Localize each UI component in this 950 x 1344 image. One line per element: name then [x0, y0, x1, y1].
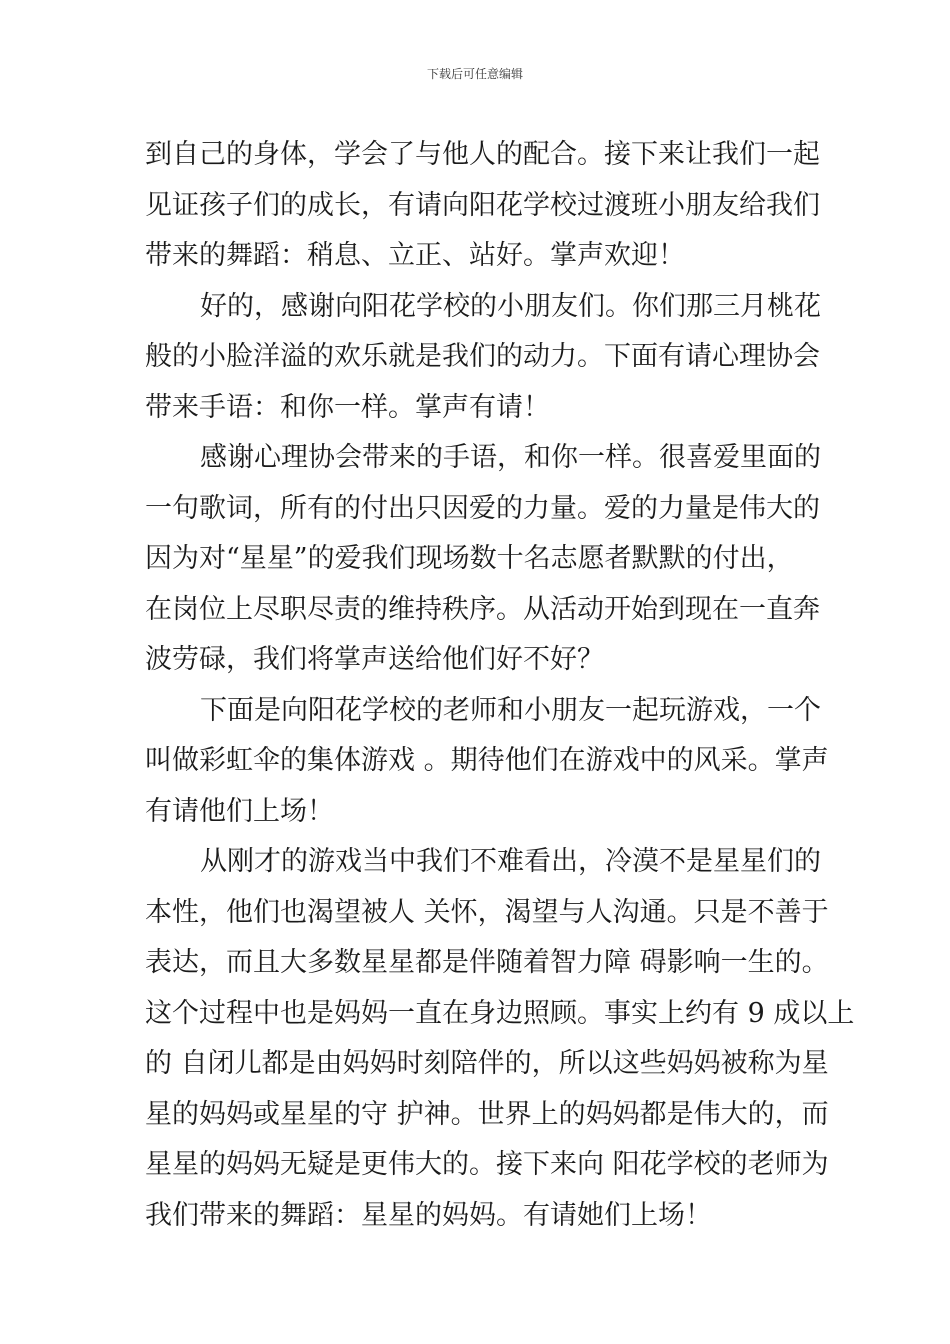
- text-line: 这个过程中也是妈妈一直在身边照顾。事实上约有 9 成以上: [145, 997, 855, 1029]
- text-line: 波劳碌，我们将掌声送给他们好不好？: [145, 644, 604, 675]
- text-line: 星星的妈妈无疑是更伟大的。接下来向 阳花学校的老师为: [145, 1149, 829, 1180]
- paragraph: [145, 433, 821, 686]
- paragraph: [145, 686, 829, 838]
- paragraph: [145, 837, 855, 1241]
- page-header: 下载后可任意编辑: [426, 67, 523, 81]
- paragraph: [145, 130, 820, 282]
- paragraph: [145, 282, 821, 434]
- text-line: 的 自闭儿都是由妈妈时刻陪伴的，所以这些妈妈被称为星: [145, 1048, 829, 1079]
- text-line: 感谢心理协会带来的手语，和你一样。很喜爱里面的: [200, 442, 821, 473]
- text-line: 从刚才的游戏当中我们不难看出，冷漠不是星星们的: [200, 846, 821, 877]
- text-line: 星的妈妈或星星的守 护神。世界上的妈妈都是伟大的，而: [145, 1098, 829, 1130]
- text-line: 到自己的身体，学会了与他人的配合。接下来让我们一起: [145, 139, 820, 170]
- text-line: 带来的舞蹈：稍息、立正、站好。掌声欢迎！: [145, 240, 685, 271]
- text-line: 本性，他们也渴望被人 关怀，渴望与人沟通。只是不善于: [145, 896, 829, 928]
- text-line: 在岗位上尽职尽责的维持秩序。从活动开始到现在一直奔: [145, 593, 820, 625]
- text-line: 好的，感谢向阳花学校的小朋友们。你们那三月桃花: [200, 290, 821, 322]
- text-line: 有请他们上场！: [145, 795, 334, 827]
- text-line: 一句歌词，所有的付出只因爱的力量。爱的力量是伟大的: [145, 492, 820, 524]
- text-line: 叫做彩虹伞的集体游戏 。期待他们在游戏中的风采。掌声: [145, 745, 829, 776]
- text-line: 表达，而且大多数星星都是伴随着智力障 碍影响一生的。: [145, 947, 829, 978]
- text-line: 见证孩子们的成长，有请向阳花学校过渡班小朋友给我们: [145, 189, 820, 221]
- text-line: 因为对“星星”的爱我们现场数十名志愿者默默的付出，: [145, 543, 794, 574]
- text-line: 带来手语：和你一样。掌声有请！: [145, 391, 550, 423]
- text-line: 我们带来的舞蹈：星星的妈妈。有请她们上场！: [145, 1199, 712, 1231]
- text-line: 下面是向阳花学校的老师和小朋友一起玩游戏，一个: [200, 694, 821, 726]
- document-body: [145, 130, 855, 1241]
- text-line: 般的小脸洋溢的欢乐就是我们的动力。下面有请心理协会: [145, 341, 820, 372]
